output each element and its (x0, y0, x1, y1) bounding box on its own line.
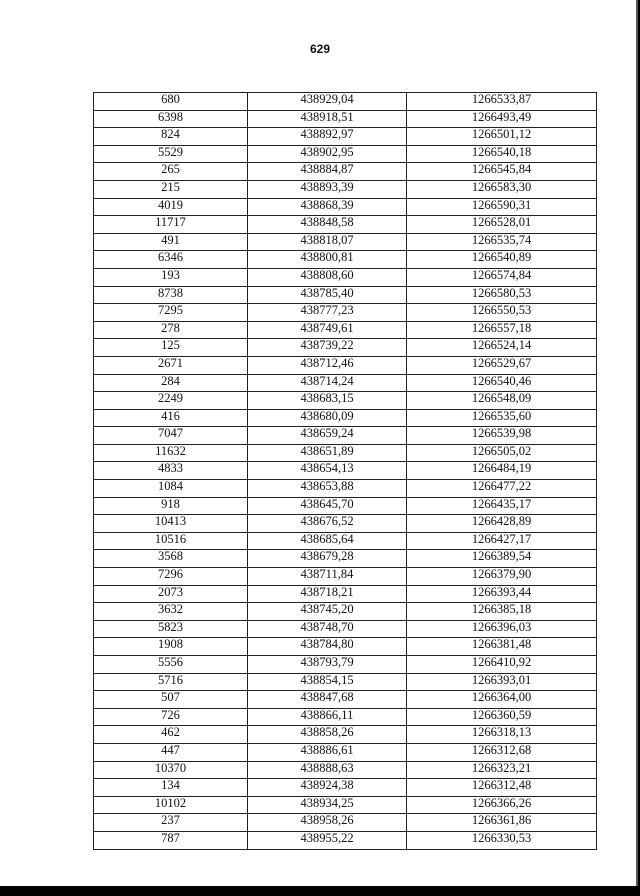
y-coordinate-cell: 1266539,98 (407, 427, 597, 445)
table-row (94, 673, 597, 691)
y-coordinate-cell: 1266535,74 (407, 233, 597, 251)
point-id-cell: 3632 (94, 603, 248, 621)
y-coordinate-cell: 1266323,21 (407, 761, 597, 779)
point-id-cell: 507 (94, 691, 248, 709)
point-id-cell: 2249 (94, 392, 248, 410)
x-coordinate-cell: 438739,22 (248, 339, 407, 357)
x-coordinate-cell: 438918,51 (248, 110, 407, 128)
x-coordinate-cell: 438676,52 (248, 515, 407, 533)
table-row (94, 374, 597, 392)
table-row (94, 532, 597, 550)
y-coordinate-cell: 1266493,49 (407, 110, 597, 128)
table-row (94, 216, 597, 234)
point-id-cell: 8738 (94, 286, 248, 304)
table-row (94, 462, 597, 480)
point-id-cell: 680 (94, 93, 248, 111)
point-id-cell: 4019 (94, 198, 248, 216)
x-coordinate-cell: 438659,24 (248, 427, 407, 445)
point-id-cell: 5716 (94, 673, 248, 691)
point-id-cell: 6398 (94, 110, 248, 128)
table-row (94, 620, 597, 638)
y-coordinate-cell: 1266410,92 (407, 656, 597, 674)
table-row (94, 603, 597, 621)
table-row (94, 321, 597, 339)
point-id-cell: 237 (94, 814, 248, 832)
y-coordinate-cell: 1266312,48 (407, 779, 597, 797)
point-id-cell: 462 (94, 726, 248, 744)
y-coordinate-cell: 1266524,14 (407, 339, 597, 357)
y-coordinate-cell: 1266396,03 (407, 620, 597, 638)
point-id-cell: 824 (94, 128, 248, 146)
y-coordinate-cell: 1266312,68 (407, 743, 597, 761)
x-coordinate-cell: 438654,13 (248, 462, 407, 480)
y-coordinate-cell: 1266505,02 (407, 444, 597, 462)
point-id-cell: 787 (94, 831, 248, 849)
point-id-cell: 5529 (94, 145, 248, 163)
y-coordinate-cell: 1266385,18 (407, 603, 597, 621)
y-coordinate-cell: 1266540,89 (407, 251, 597, 269)
point-id-cell: 726 (94, 708, 248, 726)
point-id-cell: 416 (94, 409, 248, 427)
x-coordinate-cell: 438645,70 (248, 497, 407, 515)
x-coordinate-cell: 438868,39 (248, 198, 407, 216)
point-id-cell: 11717 (94, 216, 248, 234)
y-coordinate-cell: 1266529,67 (407, 356, 597, 374)
x-coordinate-cell: 438680,09 (248, 409, 407, 427)
point-id-cell: 6346 (94, 251, 248, 269)
table-row (94, 356, 597, 374)
y-coordinate-cell: 1266330,53 (407, 831, 597, 849)
x-coordinate-cell: 438934,25 (248, 796, 407, 814)
point-id-cell: 7295 (94, 304, 248, 322)
coordinates-table-body (94, 93, 597, 850)
y-coordinate-cell: 1266361,86 (407, 814, 597, 832)
coordinates-table (93, 92, 597, 850)
table-row (94, 180, 597, 198)
point-id-cell: 134 (94, 779, 248, 797)
y-coordinate-cell: 1266389,54 (407, 550, 597, 568)
x-coordinate-cell: 438808,60 (248, 268, 407, 286)
table-row (94, 796, 597, 814)
y-coordinate-cell: 1266428,89 (407, 515, 597, 533)
table-row (94, 268, 597, 286)
x-coordinate-cell: 438714,24 (248, 374, 407, 392)
table-row (94, 656, 597, 674)
y-coordinate-cell: 1266590,31 (407, 198, 597, 216)
table-row (94, 691, 597, 709)
table-row (94, 286, 597, 304)
y-coordinate-cell: 1266393,01 (407, 673, 597, 691)
y-coordinate-cell: 1266484,19 (407, 462, 597, 480)
x-coordinate-cell: 438848,58 (248, 216, 407, 234)
table-row (94, 779, 597, 797)
point-id-cell: 3568 (94, 550, 248, 568)
x-coordinate-cell: 438892,97 (248, 128, 407, 146)
y-coordinate-cell: 1266427,17 (407, 532, 597, 550)
y-coordinate-cell: 1266435,17 (407, 497, 597, 515)
table-row (94, 480, 597, 498)
table-row (94, 427, 597, 445)
point-id-cell: 215 (94, 180, 248, 198)
table-row (94, 392, 597, 410)
table-row (94, 726, 597, 744)
y-coordinate-cell: 1266550,53 (407, 304, 597, 322)
point-id-cell: 10370 (94, 761, 248, 779)
point-id-cell: 7296 (94, 568, 248, 586)
table-row (94, 814, 597, 832)
point-id-cell: 2671 (94, 356, 248, 374)
point-id-cell: 193 (94, 268, 248, 286)
point-id-cell: 265 (94, 163, 248, 181)
x-coordinate-cell: 438712,46 (248, 356, 407, 374)
table-row (94, 550, 597, 568)
x-coordinate-cell: 438777,23 (248, 304, 407, 322)
y-coordinate-cell: 1266366,26 (407, 796, 597, 814)
table-row (94, 93, 597, 111)
x-coordinate-cell: 438858,26 (248, 726, 407, 744)
x-coordinate-cell: 438679,28 (248, 550, 407, 568)
x-coordinate-cell: 438902,95 (248, 145, 407, 163)
point-id-cell: 1908 (94, 638, 248, 656)
x-coordinate-cell: 438748,70 (248, 620, 407, 638)
point-id-cell: 10102 (94, 796, 248, 814)
point-id-cell: 1084 (94, 480, 248, 498)
y-coordinate-cell: 1266557,18 (407, 321, 597, 339)
y-coordinate-cell: 1266574,84 (407, 268, 597, 286)
x-coordinate-cell: 438711,84 (248, 568, 407, 586)
x-coordinate-cell: 438818,07 (248, 233, 407, 251)
x-coordinate-cell: 438866,11 (248, 708, 407, 726)
point-id-cell: 918 (94, 497, 248, 515)
x-coordinate-cell: 438955,22 (248, 831, 407, 849)
table-row (94, 198, 597, 216)
table-row (94, 761, 597, 779)
x-coordinate-cell: 438924,38 (248, 779, 407, 797)
x-coordinate-cell: 438958,26 (248, 814, 407, 832)
point-id-cell: 125 (94, 339, 248, 357)
y-coordinate-cell: 1266545,84 (407, 163, 597, 181)
point-id-cell: 5556 (94, 656, 248, 674)
table-row (94, 145, 597, 163)
x-coordinate-cell: 438745,20 (248, 603, 407, 621)
x-coordinate-cell: 438888,63 (248, 761, 407, 779)
y-coordinate-cell: 1266364,00 (407, 691, 597, 709)
y-coordinate-cell: 1266393,44 (407, 585, 597, 603)
scan-border (0, 886, 640, 896)
y-coordinate-cell: 1266360,59 (407, 708, 597, 726)
point-id-cell: 5823 (94, 620, 248, 638)
x-coordinate-cell: 438886,61 (248, 743, 407, 761)
table-row (94, 515, 597, 533)
y-coordinate-cell: 1266528,01 (407, 216, 597, 234)
table-row (94, 497, 597, 515)
y-coordinate-cell: 1266583,30 (407, 180, 597, 198)
table-row (94, 110, 597, 128)
table-row (94, 233, 597, 251)
x-coordinate-cell: 438651,89 (248, 444, 407, 462)
x-coordinate-cell: 438929,04 (248, 93, 407, 111)
x-coordinate-cell: 438884,87 (248, 163, 407, 181)
page-number: 629 (309, 42, 331, 56)
point-id-cell: 7047 (94, 427, 248, 445)
point-id-cell: 10516 (94, 532, 248, 550)
point-id-cell: 491 (94, 233, 248, 251)
x-coordinate-cell: 438653,88 (248, 480, 407, 498)
y-coordinate-cell: 1266540,18 (407, 145, 597, 163)
y-coordinate-cell: 1266548,09 (407, 392, 597, 410)
table-row (94, 708, 597, 726)
y-coordinate-cell: 1266501,12 (407, 128, 597, 146)
x-coordinate-cell: 438683,15 (248, 392, 407, 410)
y-coordinate-cell: 1266379,90 (407, 568, 597, 586)
table-row (94, 128, 597, 146)
y-coordinate-cell: 1266540,46 (407, 374, 597, 392)
table-row (94, 585, 597, 603)
point-id-cell: 11632 (94, 444, 248, 462)
table-row (94, 251, 597, 269)
y-coordinate-cell: 1266318,13 (407, 726, 597, 744)
table-row (94, 409, 597, 427)
table-row (94, 163, 597, 181)
y-coordinate-cell: 1266381,48 (407, 638, 597, 656)
table-row (94, 743, 597, 761)
table-row (94, 638, 597, 656)
point-id-cell: 2073 (94, 585, 248, 603)
y-coordinate-cell: 1266477,22 (407, 480, 597, 498)
x-coordinate-cell: 438847,68 (248, 691, 407, 709)
x-coordinate-cell: 438893,39 (248, 180, 407, 198)
y-coordinate-cell: 1266535,60 (407, 409, 597, 427)
x-coordinate-cell: 438793,79 (248, 656, 407, 674)
x-coordinate-cell: 438800,81 (248, 251, 407, 269)
table-row (94, 568, 597, 586)
x-coordinate-cell: 438784,80 (248, 638, 407, 656)
x-coordinate-cell: 438718,21 (248, 585, 407, 603)
x-coordinate-cell: 438854,15 (248, 673, 407, 691)
point-id-cell: 4833 (94, 462, 248, 480)
x-coordinate-cell: 438685,64 (248, 532, 407, 550)
x-coordinate-cell: 438785,40 (248, 286, 407, 304)
table-row (94, 304, 597, 322)
point-id-cell: 278 (94, 321, 248, 339)
x-coordinate-cell: 438749,61 (248, 321, 407, 339)
table-row (94, 831, 597, 849)
point-id-cell: 284 (94, 374, 248, 392)
table-row (94, 444, 597, 462)
y-coordinate-cell: 1266580,53 (407, 286, 597, 304)
point-id-cell: 447 (94, 743, 248, 761)
y-coordinate-cell: 1266533,87 (407, 93, 597, 111)
table-row (94, 339, 597, 357)
point-id-cell: 10413 (94, 515, 248, 533)
